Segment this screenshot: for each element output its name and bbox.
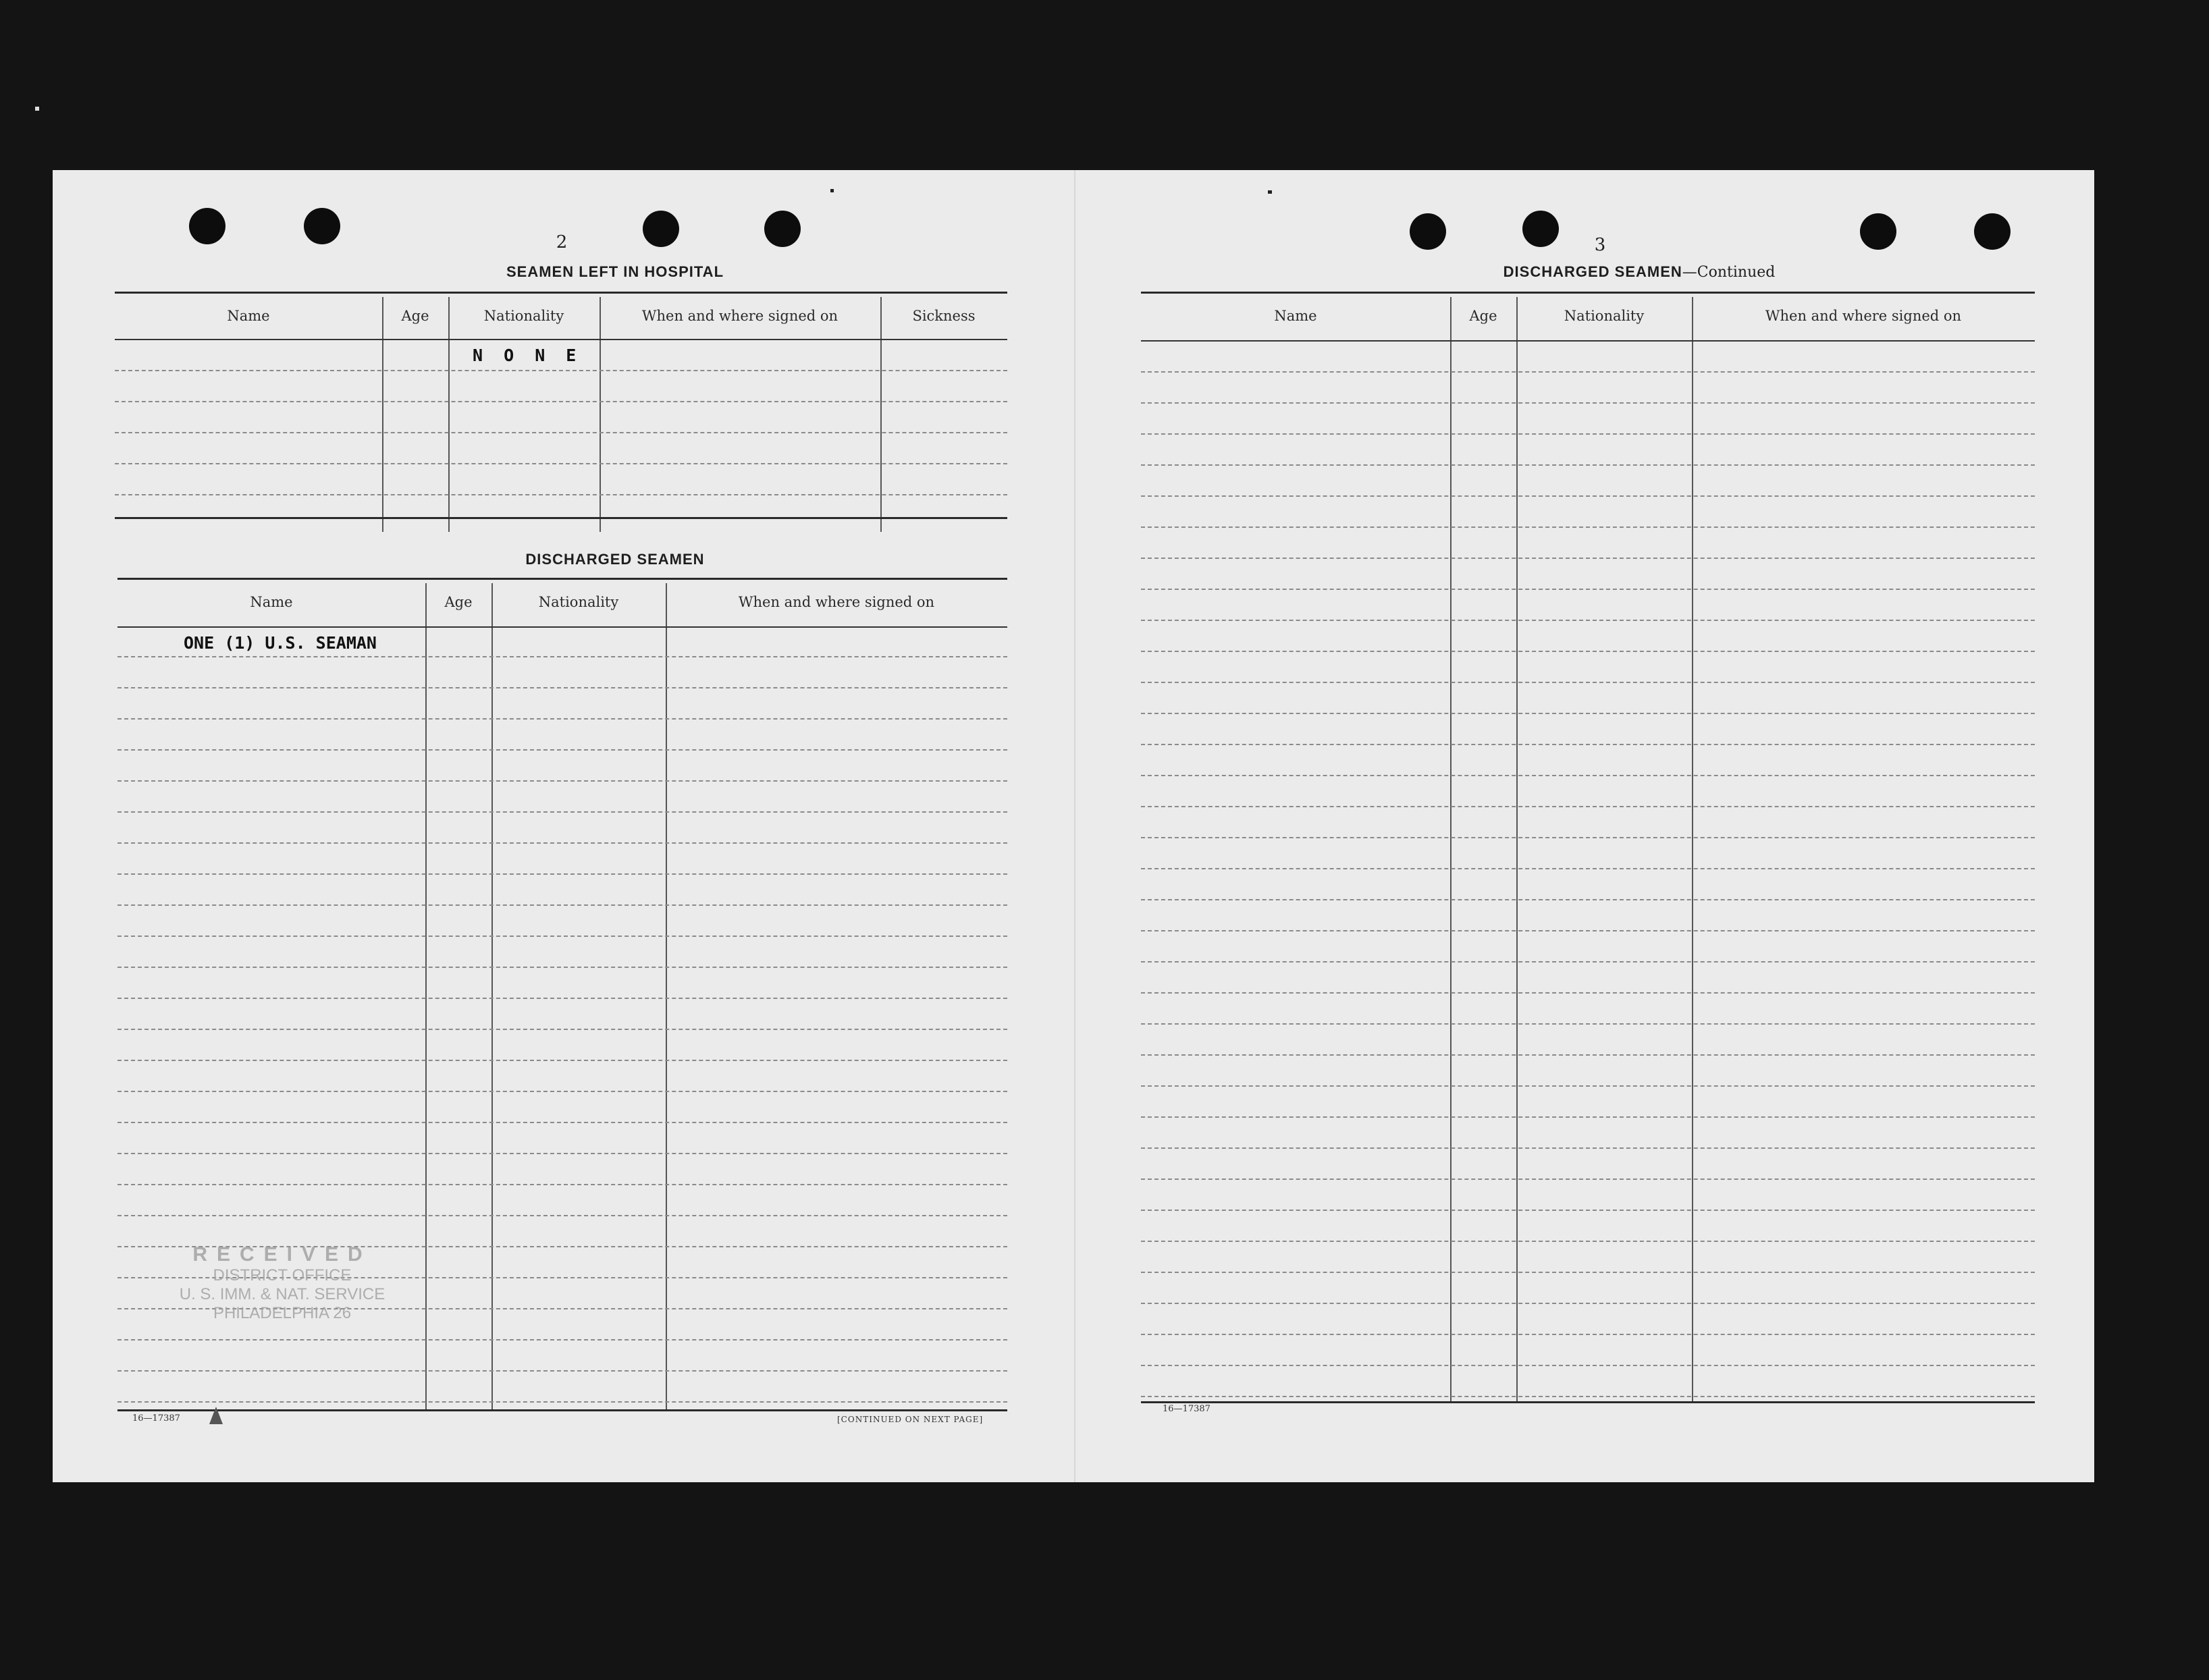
row-line <box>1141 1272 2035 1273</box>
header-nationality: Nationality <box>483 308 564 324</box>
punch-hole <box>1410 213 1446 250</box>
punch-hole <box>1522 211 1559 247</box>
typed-seaman-entry: ONE (1) U.S. SEAMAN <box>184 633 377 653</box>
row-line <box>1141 682 2035 683</box>
row-line <box>1141 1303 2035 1304</box>
scan-speck <box>830 189 834 192</box>
column-divider <box>382 297 383 532</box>
column-divider <box>1516 297 1518 1401</box>
form-number-right: 16—17387 <box>1163 1404 1210 1414</box>
header-name: Name <box>1274 308 1317 324</box>
column-divider <box>600 297 601 532</box>
header-name: Name <box>250 594 293 610</box>
table-bottom-rule <box>1141 1401 2035 1403</box>
row-line <box>1141 526 2035 528</box>
discharged-table-right <box>1141 292 2035 1403</box>
title-suffix: —Continued <box>1682 264 1776 281</box>
row-line <box>1141 744 2035 745</box>
row-line <box>1141 402 2035 404</box>
stamp-line: DISTRICT OFFICE <box>213 1266 352 1284</box>
row-line <box>1141 1334 2035 1335</box>
column-divider <box>880 297 882 532</box>
column-divider <box>1692 297 1693 1401</box>
row-line <box>1141 806 2035 807</box>
row-line <box>117 842 1007 844</box>
ledger-paper <box>53 170 2094 1482</box>
row-line <box>117 1401 1007 1403</box>
row-line <box>1141 558 2035 559</box>
row-line <box>1141 992 2035 994</box>
header-bottom-rule <box>117 626 1007 628</box>
row-line <box>117 936 1007 937</box>
row-line <box>117 687 1007 688</box>
row-line <box>117 1215 1007 1216</box>
scan-speck <box>1268 190 1272 194</box>
column-divider <box>448 297 450 532</box>
row-line <box>1141 930 2035 931</box>
punch-hole <box>1974 213 2011 250</box>
header-age: Age <box>444 594 473 610</box>
form-number-left: 16—17387 <box>132 1413 180 1424</box>
row-line <box>1141 495 2035 497</box>
row-line <box>1141 837 2035 838</box>
row-line <box>1141 464 2035 466</box>
stamp-line: U. S. IMM. & NAT. SERVICE <box>179 1285 385 1303</box>
row-line <box>1141 371 2035 373</box>
punch-hole <box>304 208 340 244</box>
header-age: Age <box>401 308 429 324</box>
column-divider <box>491 583 493 1409</box>
row-line <box>117 1184 1007 1185</box>
row-line <box>117 1122 1007 1123</box>
row-line <box>117 656 1007 657</box>
page-fold <box>1074 170 1075 1482</box>
row-line <box>117 1029 1007 1030</box>
row-line <box>1141 1396 2035 1397</box>
row-line <box>117 998 1007 999</box>
header-nationality: Nationality <box>538 594 619 610</box>
row-line <box>115 494 1007 495</box>
header-bottom-rule <box>115 339 1007 340</box>
row-line <box>1141 899 2035 900</box>
row-line <box>1141 1365 2035 1366</box>
header-sickness: Sickness <box>912 308 976 324</box>
header-name: Name <box>227 308 270 324</box>
table-bottom-rule <box>115 517 1007 519</box>
table-bottom-rule <box>117 1409 1007 1411</box>
row-line <box>115 432 1007 433</box>
table-top-rule <box>115 292 1007 294</box>
typed-none-entry: N O N E <box>473 346 582 365</box>
row-line <box>1141 1241 2035 1242</box>
row-line <box>117 811 1007 813</box>
row-line <box>1141 433 2035 435</box>
row-line <box>117 718 1007 720</box>
row-line <box>117 749 1007 751</box>
column-divider <box>1450 297 1452 1401</box>
hospital-table <box>115 292 1007 532</box>
punch-hole <box>764 211 801 247</box>
row-line <box>1141 775 2035 776</box>
continued-note: [CONTINUED ON NEXT PAGE] <box>837 1415 984 1424</box>
row-line <box>117 967 1007 968</box>
header-signed-on: When and where signed on <box>641 308 839 324</box>
row-line <box>1141 868 2035 869</box>
header-nationality: Nationality <box>1564 308 1645 324</box>
header-bottom-rule <box>1141 340 2035 342</box>
row-line <box>1141 1210 2035 1211</box>
row-line <box>117 1091 1007 1092</box>
row-line <box>117 904 1007 906</box>
table-top-rule <box>117 578 1007 580</box>
header-signed-on: When and where signed on <box>1765 308 1962 324</box>
row-line <box>117 873 1007 875</box>
discharged-continued-title <box>1383 263 1896 281</box>
row-line <box>115 463 1007 464</box>
received-stamp <box>134 1243 431 1399</box>
row-line <box>115 401 1007 402</box>
column-divider <box>666 583 667 1409</box>
row-line <box>1141 1023 2035 1025</box>
discharged-section-title: DISCHARGED SEAMEN <box>525 551 705 568</box>
row-line <box>1141 1178 2035 1180</box>
hospital-section-title: SEAMEN LEFT IN HOSPITAL <box>506 263 724 280</box>
row-line <box>1141 589 2035 590</box>
title-text: DISCHARGED SEAMEN <box>1503 263 1682 280</box>
header-age: Age <box>1469 308 1497 324</box>
scan-speck <box>35 107 39 111</box>
header-signed-on: When and where signed on <box>738 594 935 610</box>
arrow-mark-icon <box>209 1407 223 1424</box>
page-number-right: 3 <box>1594 235 1606 255</box>
row-line <box>1141 1116 2035 1118</box>
row-line <box>117 1060 1007 1061</box>
punch-hole <box>643 211 679 247</box>
row-line <box>115 370 1007 371</box>
row-line <box>1141 961 2035 963</box>
row-line <box>117 1153 1007 1154</box>
row-line <box>1141 1054 2035 1056</box>
row-line <box>1141 713 2035 714</box>
table-top-rule <box>1141 292 2035 294</box>
row-line <box>1141 620 2035 621</box>
punch-hole <box>189 208 225 244</box>
row-line <box>1141 1085 2035 1087</box>
row-line <box>117 780 1007 782</box>
row-line <box>1141 651 2035 652</box>
page-number-left: 2 <box>556 232 568 252</box>
row-line <box>1141 1147 2035 1149</box>
stamp-line: PHILADELPHIA 26 <box>213 1304 352 1322</box>
stamp-line: RECEIVED <box>192 1243 372 1266</box>
punch-hole <box>1860 213 1896 250</box>
